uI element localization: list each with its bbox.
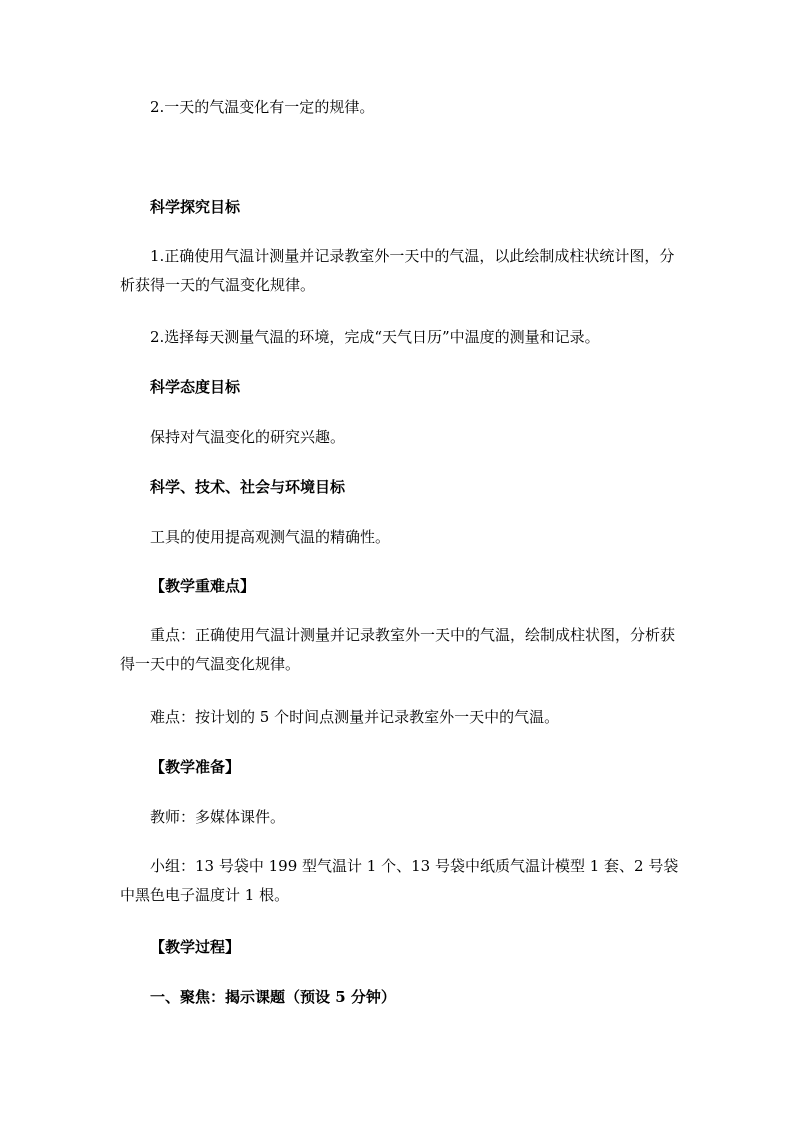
- section-1-heading: 一、聚焦：揭示课题（预设 5 分钟）: [150, 988, 396, 1006]
- inquiry-item-1: 1.正确使用气温计测量并记录教室外一天中的气温，以此绘制成柱状统计图，分析获得一天的气温变化规律。: [120, 247, 675, 294]
- difficult-point: 难点：按计划的 5 个时间点测量并记录教室外一天中的气温。: [150, 708, 560, 726]
- process-heading: 【教学过程】: [150, 938, 241, 956]
- inquiry-heading: 科学探究目标: [150, 198, 241, 216]
- key-points-heading: 【教学重难点】: [150, 577, 256, 595]
- stse-heading: 科学、技术、社会与环境目标: [150, 478, 346, 496]
- attitude-text: 保持对气温变化的研究兴趣。: [150, 428, 346, 446]
- key-point: 重点：正确使用气温计测量并记录教室外一天中的气温，绘制成柱状图，分析获得一天中的气温变化规律。: [120, 626, 676, 673]
- preparation-heading: 【教学准备】: [150, 758, 241, 776]
- inquiry-item-2: 2.选择每天测量气温的环境，完成“天气日历”中温度的测量和记录。: [150, 328, 600, 346]
- group-prep: 小组：13 号袋中 199 型气温计 1 个、13 号袋中纸质气温计模型 1 套、2 号袋中黑色电子温度计 1 根。: [120, 857, 679, 904]
- teacher-prep: 教师：多媒体课件。: [150, 808, 286, 826]
- law-item-2: 2.一天的气温变化有一定的规律。: [150, 98, 375, 116]
- attitude-heading: 科学态度目标: [150, 378, 241, 396]
- stse-text: 工具的使用提高观测气温的精确性。: [150, 528, 391, 546]
